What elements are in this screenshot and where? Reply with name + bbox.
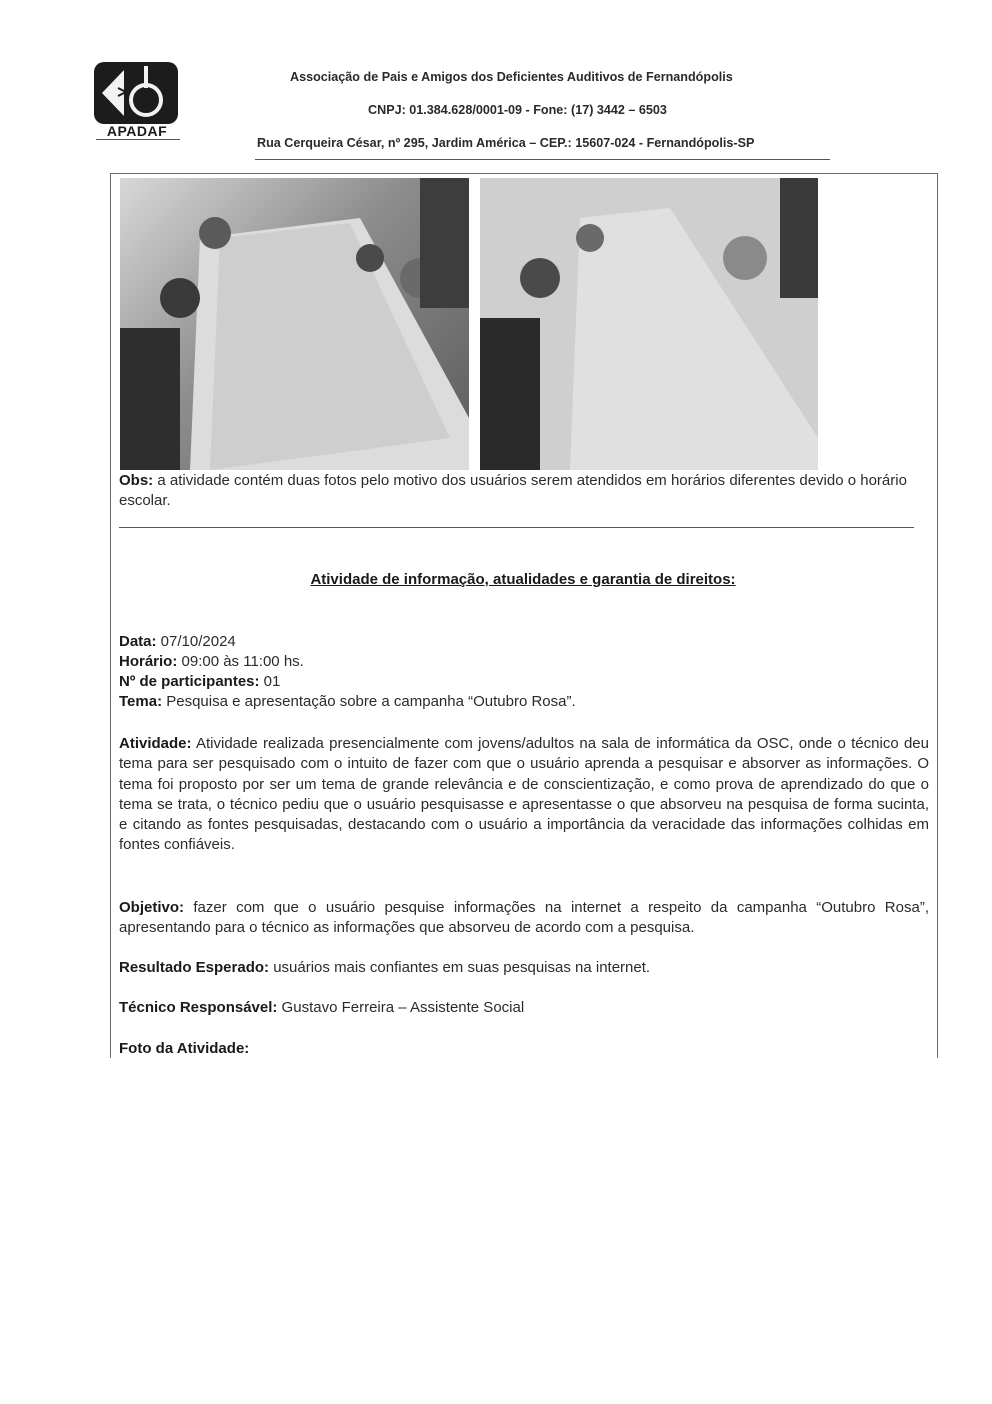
horario-value: 09:00 às 11:00 hs. bbox=[177, 653, 304, 670]
apadaf-logo bbox=[92, 62, 184, 144]
objetivo-label: Objetivo: bbox=[119, 899, 185, 916]
resultado-text: usuários mais confiantes em suas pesquisas na internet. bbox=[269, 959, 651, 976]
logo-underline bbox=[96, 139, 180, 140]
tema-label: Tema: bbox=[119, 693, 163, 710]
participantes-label: Nº de participantes: bbox=[119, 673, 260, 690]
address: Rua Cerqueira César, nº 295, Jardim América – CEP.: 15607-024 - Fernandópolis-SP bbox=[257, 136, 755, 150]
section-divider bbox=[119, 527, 914, 528]
tecnico-label: Técnico Responsável: bbox=[119, 999, 278, 1016]
cnpj-phone: CNPJ: 01.384.628/0001-09 - Fone: (17) 3442 – 6503 bbox=[368, 103, 667, 117]
frame-right-border bbox=[937, 173, 938, 1058]
foto-label: Foto da Atividade: bbox=[119, 1040, 250, 1057]
atividade-text: Atividade realizada presencialmente com jovens/adultos na sala de informática da OSC, onde o técnico deu tema para ser pesquisado com o intuito de fazer com que o usuário aprenda a pesquisar e absorver as informações. O tema foi proposto por ser um tema de grande relevância e de conscientização, e como prova de aprendizado do que o tema se trata, o técnico pediu que o usuário pesquisasse e apresentasse o que absorveu na pesquisa de forma sucinta, e citando as fontes pesquisadas, destacando com o usuário a importância da veracidade das informações colhidas em fontes confiáveis. bbox=[119, 735, 929, 854]
resultado-label: Resultado Esperado: bbox=[119, 959, 270, 976]
ear-symbol-icon bbox=[94, 62, 178, 124]
tecnico-text: Gustavo Ferreira – Assistente Social bbox=[277, 999, 525, 1016]
tecnico-paragraph bbox=[119, 998, 524, 1018]
objetivo-text: fazer com que o usuário pesquise informações na internet a respeito da campanha “Outubro Rosa”, apresentando para o técnico as informações que absorveu de acordo com a pesquisa. bbox=[119, 899, 929, 937]
obs-text: a atividade contém duas fotos pelo motivo dos usuários serem atendidos em horários diferentes devido o horário escolar. bbox=[119, 472, 907, 510]
organization-name: Associação de Pais e Amigos dos Deficientes Auditivos de Fernandópolis bbox=[290, 70, 733, 84]
field-data bbox=[119, 632, 236, 652]
header-divider bbox=[255, 159, 830, 160]
resultado-paragraph bbox=[119, 958, 650, 978]
obs-label: Obs: bbox=[119, 472, 154, 489]
field-participantes bbox=[119, 672, 280, 692]
activity-photo-2 bbox=[480, 178, 818, 470]
frame-left-border bbox=[110, 173, 111, 1058]
atividade-paragraph bbox=[119, 734, 929, 856]
atividade-label: Atividade: bbox=[119, 735, 192, 752]
data-value: 07/10/2024 bbox=[156, 633, 236, 650]
horario-label: Horário: bbox=[119, 653, 178, 670]
activity-photo-1 bbox=[120, 178, 469, 470]
data-label: Data: bbox=[119, 633, 157, 650]
field-tema bbox=[119, 692, 576, 712]
objetivo-paragraph bbox=[119, 898, 929, 939]
logo-text: APADAF bbox=[106, 123, 168, 139]
frame-top-border bbox=[110, 173, 938, 174]
participantes-value: 01 bbox=[259, 673, 281, 690]
obs-note bbox=[119, 471, 919, 512]
tema-value: Pesquisa e apresentação sobre a campanha “Outubro Rosa”. bbox=[162, 693, 576, 710]
section-title: Atividade de informação, atualidades e garantia de direitos: bbox=[310, 571, 736, 588]
field-horario bbox=[119, 652, 304, 672]
